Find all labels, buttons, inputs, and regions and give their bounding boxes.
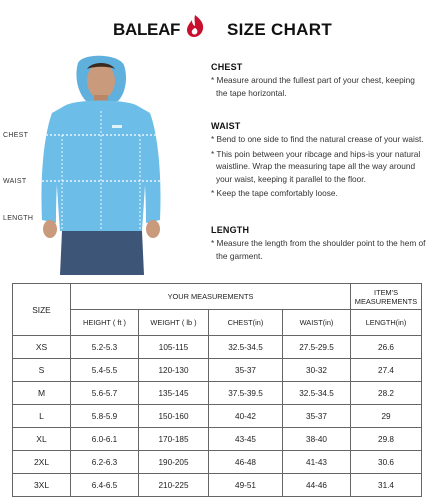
waist-cell: 32.5-34.5 xyxy=(283,382,351,405)
length-cell: 30.6 xyxy=(351,451,422,474)
instruction-line: the garment. xyxy=(216,250,263,261)
length-column-header: LENGTH(in) xyxy=(351,310,422,336)
size-cell: 2XL xyxy=(13,451,71,474)
instruction-line: * Measure the length from the shoulder point to the hem of xyxy=(211,238,426,248)
chest-cell: 49-51 xyxy=(209,474,283,497)
weight-cell: 105-115 xyxy=(139,336,209,359)
length-cell: 28.2 xyxy=(351,382,422,405)
instruction-line: * Keep the tape comfortably loose. xyxy=(211,188,338,198)
weight-cell: 135-145 xyxy=(139,382,209,405)
model-figure xyxy=(0,55,210,275)
waist-cell: 35-37 xyxy=(283,405,351,428)
size-cell: S xyxy=(13,359,71,382)
flame-logo-icon xyxy=(184,14,206,38)
chest-cell: 37.5-39.5 xyxy=(209,382,283,405)
length-cell: 26.6 xyxy=(351,336,422,359)
length-cell: 29 xyxy=(351,405,422,428)
weight-cell: 210-225 xyxy=(139,474,209,497)
table-row xyxy=(13,382,422,405)
size-cell: L xyxy=(13,405,71,428)
chest-cell: 32.5-34.5 xyxy=(209,336,283,359)
table-row xyxy=(13,359,422,382)
header xyxy=(0,14,436,42)
weight-cell: 170-185 xyxy=(139,428,209,451)
waist-label: WAIST xyxy=(3,178,27,185)
size-cell: XL xyxy=(13,428,71,451)
height-cell: 5.6-5.7 xyxy=(71,382,139,405)
table-row xyxy=(13,451,422,474)
table-header-row xyxy=(13,284,422,310)
instruction-line: * Bend to one side to find the natural crease of your waist. xyxy=(211,134,424,144)
chest-instructions xyxy=(211,62,433,99)
chest-label: CHEST xyxy=(3,132,29,139)
chest-heading: CHEST xyxy=(211,62,243,72)
table-row xyxy=(13,405,422,428)
height-cell: 5.2-5.3 xyxy=(71,336,139,359)
waist-cell: 38-40 xyxy=(283,428,351,451)
table-subheader-row xyxy=(13,310,422,336)
instruction-line: waistline. Wrap the measuring tape all the way around xyxy=(216,161,416,171)
size-cell: XS xyxy=(13,336,71,359)
waist-heading: WAIST xyxy=(211,121,241,131)
weight-column-header: WEIGHT ( lb ) xyxy=(139,310,209,336)
height-cell: 5.8-5.9 xyxy=(71,405,139,428)
table-row xyxy=(13,474,422,497)
items-header-line: ITEM'S xyxy=(374,287,399,297)
your-measurements-header: YOUR MEASUREMENTS xyxy=(71,284,351,310)
model-illustration xyxy=(0,55,210,275)
waist-column-header: WAIST(in) xyxy=(283,310,351,336)
waist-cell: 44-46 xyxy=(283,474,351,497)
length-label: LENGTH xyxy=(3,215,34,222)
size-cell: 3XL xyxy=(13,474,71,497)
chest-cell: 40-42 xyxy=(209,405,283,428)
height-cell: 6.0-6.1 xyxy=(71,428,139,451)
instruction-line: * Measure around the fullest part of your chest, keeping xyxy=(211,75,415,85)
waist-cell: 27.5-29.5 xyxy=(283,336,351,359)
size-header: SIZE xyxy=(13,284,71,336)
length-cell: 29.8 xyxy=(351,428,422,451)
height-cell: 6.2-6.3 xyxy=(71,451,139,474)
height-cell: 6.4-6.5 xyxy=(71,474,139,497)
weight-cell: 120-130 xyxy=(139,359,209,382)
instruction-line: your waist, keeping it parallel to the floor. xyxy=(216,173,366,184)
page-title: SIZE CHART xyxy=(227,20,332,39)
table-row xyxy=(13,428,422,451)
height-column-header: HEIGHT ( ft ) xyxy=(71,310,139,336)
height-cell: 5.4-5.5 xyxy=(71,359,139,382)
instruction-line: the tape horizontal. xyxy=(216,87,287,98)
waist-cell: 30-32 xyxy=(283,359,351,382)
length-cell: 27.4 xyxy=(351,359,422,382)
items-measurements-header xyxy=(351,284,422,310)
chest-cell: 43-45 xyxy=(209,428,283,451)
size-table xyxy=(12,283,422,497)
instruction-line: * This poin between your ribcage and hips-is your natural xyxy=(211,148,421,159)
waist-instructions xyxy=(211,121,433,200)
size-cell: M xyxy=(13,382,71,405)
chest-column-header: CHEST(in) xyxy=(209,310,283,336)
length-cell: 31.4 xyxy=(351,474,422,497)
table-row xyxy=(13,336,422,359)
waist-cell: 41-43 xyxy=(283,451,351,474)
weight-cell: 190-205 xyxy=(139,451,209,474)
chest-cell: 35-37 xyxy=(209,359,283,382)
items-header-line: MEASUREMENTS xyxy=(354,296,418,306)
brand-logo: BALEAF xyxy=(113,20,181,39)
chest-cell: 46-48 xyxy=(209,451,283,474)
weight-cell: 150-160 xyxy=(139,405,209,428)
length-heading: LENGTH xyxy=(211,225,250,235)
length-instructions xyxy=(211,225,433,262)
